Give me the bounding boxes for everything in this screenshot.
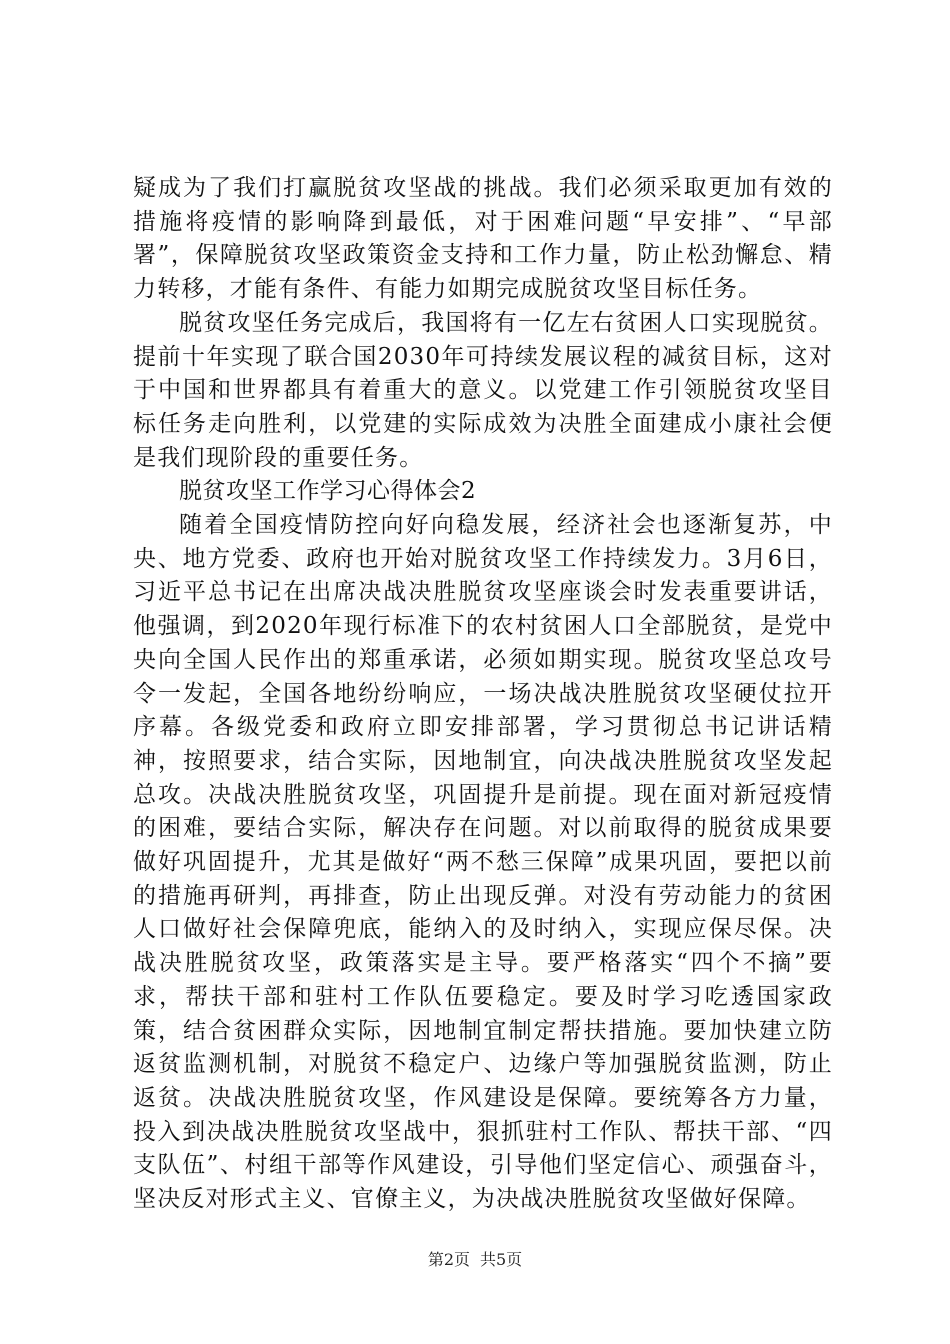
- section-heading: 脱贫攻坚工作学习心得体会2: [179, 478, 477, 505]
- page-number: 第2页: [427, 1250, 470, 1269]
- paragraph-main-body: 随着全国疫情防控向好向稳发展，经济社会也逐渐复苏，中央、地方党委、政府也开始对脱贫攻坚工作持续发力。3月6日，习近平总书记在出席决战决胜脱贫攻坚座谈会时发表重要讲话，他强调，到2020年现行标准下的农村贫困人口全部脱贫，是党中央向全国人民作出的郑重承诺，必须如期实现。脱贫攻坚总攻号令一发起，全国各地纷纷响应，一场决战决胜脱贫攻坚硬仗拉开序幕。各级党委和政府立即安排部署，学习贯彻总书记讲话精神，按照要求，结合实际，因地制宜，向决战决胜脱贫攻坚发起总攻。决战决胜脱贫攻坚，巩固提升是前提。现在面对新冠疫情的困难，要结合实际，解决存在问题。对以前取得的脱贫成果要做好巩固提升，尤其是做好“两不愁三保障”成果巩固，要把以前的措施再研判，再排查，防止出现反弹。对没有劳动能力的贫困人口做好社会保障兜底，能纳入的及时纳入，实现应保尽保。决战决胜脱贫攻坚，政策落实是主导。要严格落实“四个不摘”要求，帮扶干部和驻村工作队伍要稳定。要及时学习吃透国家政策，结合贫困群众实际，因地制宜制定帮扶措施。要加快建立防返贫监测机制，对脱贫不稳定户、边缘户等加强脱贫监测，防止返贫。决战决胜脱贫攻坚，作风建设是保障。要统筹各方力量，投入到决战决胜脱贫攻坚战中，狠抓驻村工作队、帮扶干部、“四支队伍”、村组干部等作风建设，引导他们坚定信心、顽强奋斗，坚决反对形式主义、官僚主义，为决战决胜脱贫攻坚做好保障。: [133, 512, 833, 1213]
- paragraph-continuation: 疑成为了我们打赢脱贫攻坚战的挑战。我们必须采取更加有效的措施将疫情的影响降到最低，对于困难问题“早安排”、“早部署”，保障脱贫攻坚政策资金支持和工作力量，防止松劲懈怠、精力转移，才能有条件、有能力如期完成脱贫攻坚目标任务。: [133, 175, 833, 303]
- page-footer: [0, 1247, 950, 1270]
- total-pages: 共5页: [480, 1250, 523, 1269]
- paragraph-poverty-goal: 脱贫攻坚任务完成后，我国将有一亿左右贫困人口实现脱贫。提前十年实现了联合国2030年可持续发展议程的减贫目标，这对于中国和世界都具有着重大的意义。以党建工作引领脱贫攻坚目标任务走向胜利，以党建的实际成效为决胜全面建成小康社会便是我们现阶段的重要任务。: [133, 309, 833, 471]
- document-body: [133, 172, 833, 1217]
